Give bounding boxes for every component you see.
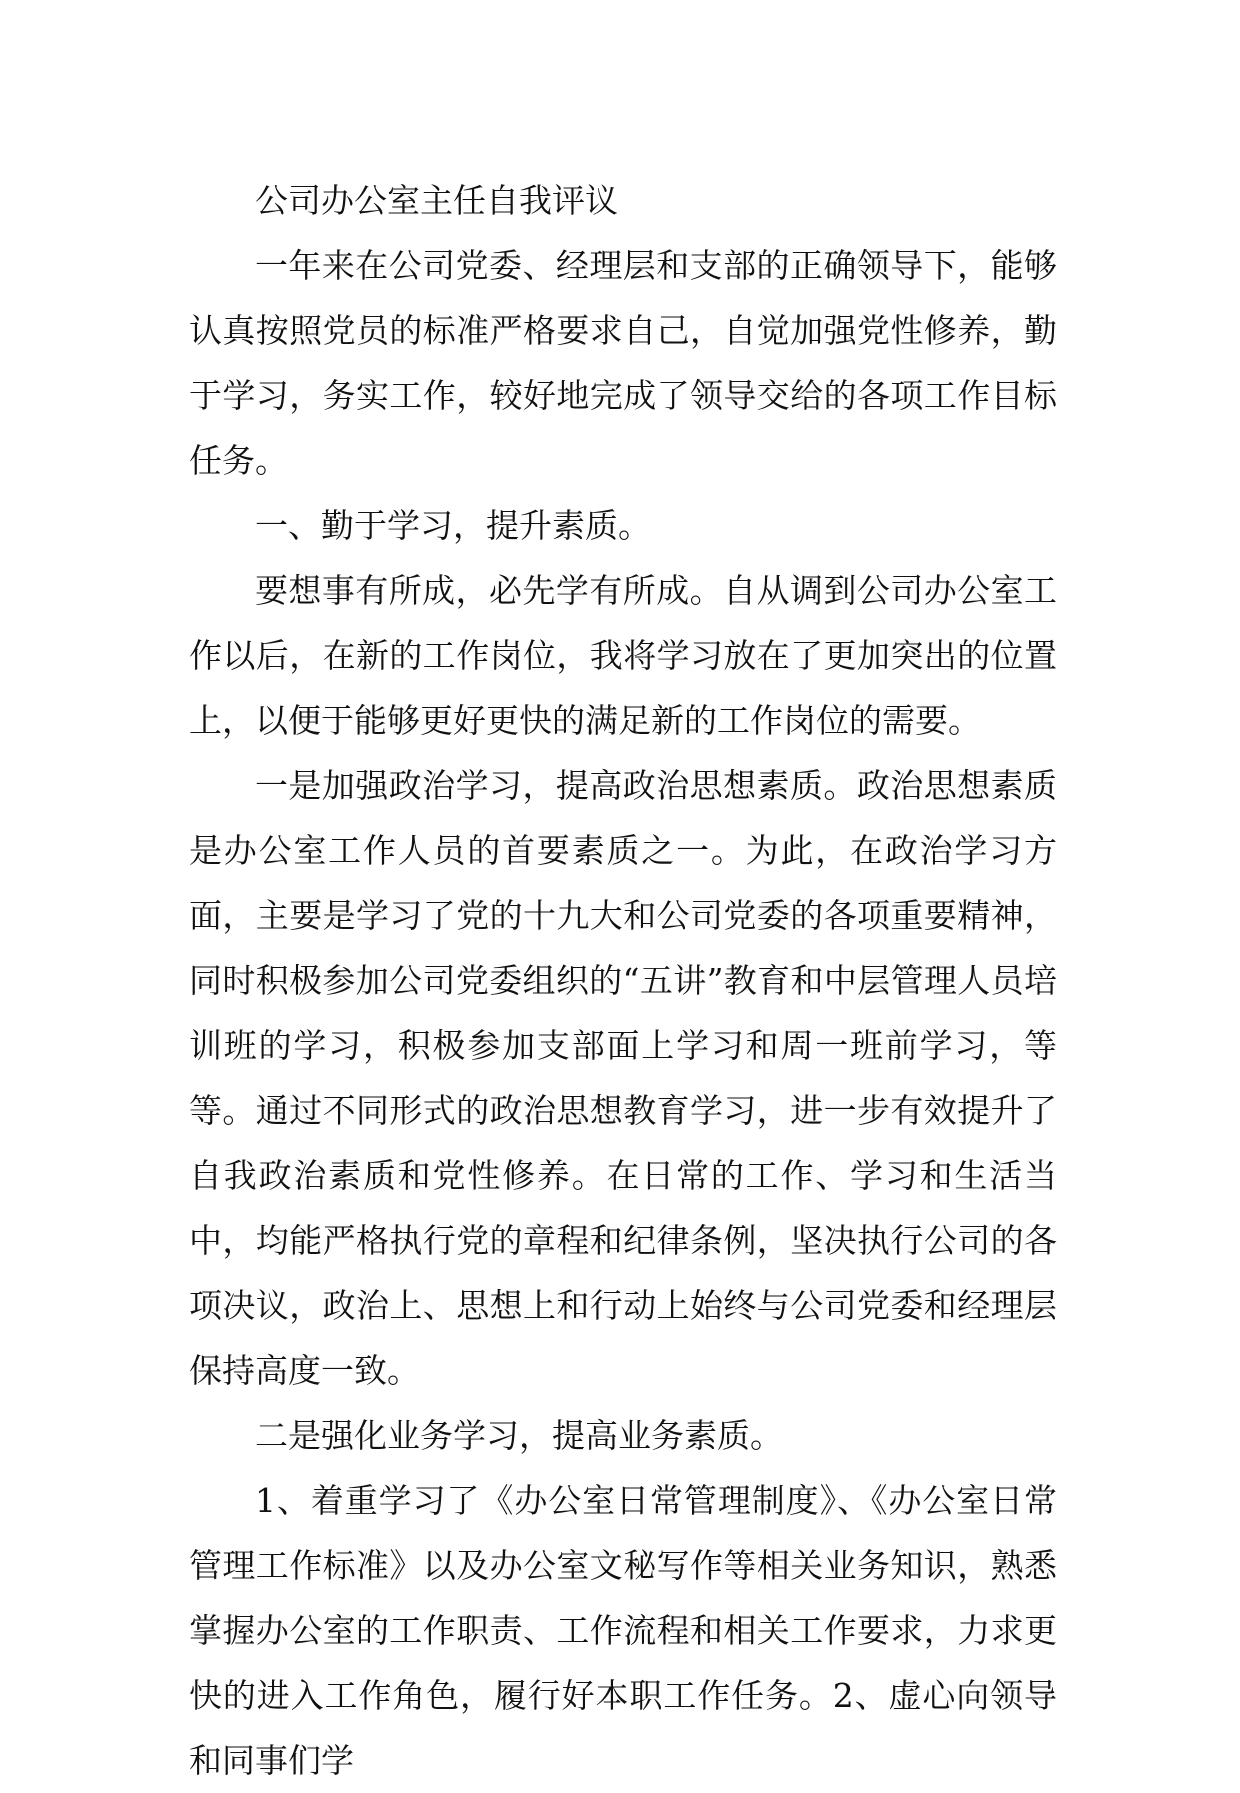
paragraph-intro: 一年来在公司党委、经理层和支部的正确领导下，能够认真按照党员的标准严格要求自己，自觉加强党性修养，勤于学习，务实工作，较好地完成了领导交给的各项工作目标任务。 [189,246,1057,480]
section-heading-study: 一、勤于学习，提升素质。 [255,506,651,545]
subheading-business-study: 二是强化业务学习，提高业务素质。 [255,1416,783,1455]
document-title: 公司办公室主任自我评议 [255,181,618,220]
paragraph-political-study: 一是加强政治学习，提高政治思想素质。政治思想素质是办公室工作人员的首要素质之一。为此，在政治学习方面，主要是学习了党的十九大和公司党委的各项重要精神，同时积极参加公司党委组织的“五讲”教育和中层管理人员培训班的学习，积极参加支部面上学习和周一班前学习，等等。通过不同形式的政治思想教育学习，进一步有效提升了自我政治素质和党性修养。在日常的工作、学习和生活当中，均能严格执行党的章程和纪律条例，坚决执行公司的各项决议，政治上、思想上和行动上始终与公司党委和经理层保持高度一致。 [189,766,1057,1390]
paragraph-business-study: 1、着重学习了《办公室日常管理制度》、《办公室日常管理工作标准》以及办公室文秘写作等相关业务知识，熟悉掌握办公室的工作职责、工作流程和相关工作要求，力求更快的进入工作角色，履行好本职工作任务。2、虚心向领导和同事们学 [189,1481,1057,1780]
paragraph-study: 要想事有所成，必先学有所成。自从调到公司办公室工作以后，在新的工作岗位，我将学习放在了更加突出的位置上，以便于能够更好更快的满足新的工作岗位的需要。 [189,571,1057,740]
document-body [189,168,1057,1793]
